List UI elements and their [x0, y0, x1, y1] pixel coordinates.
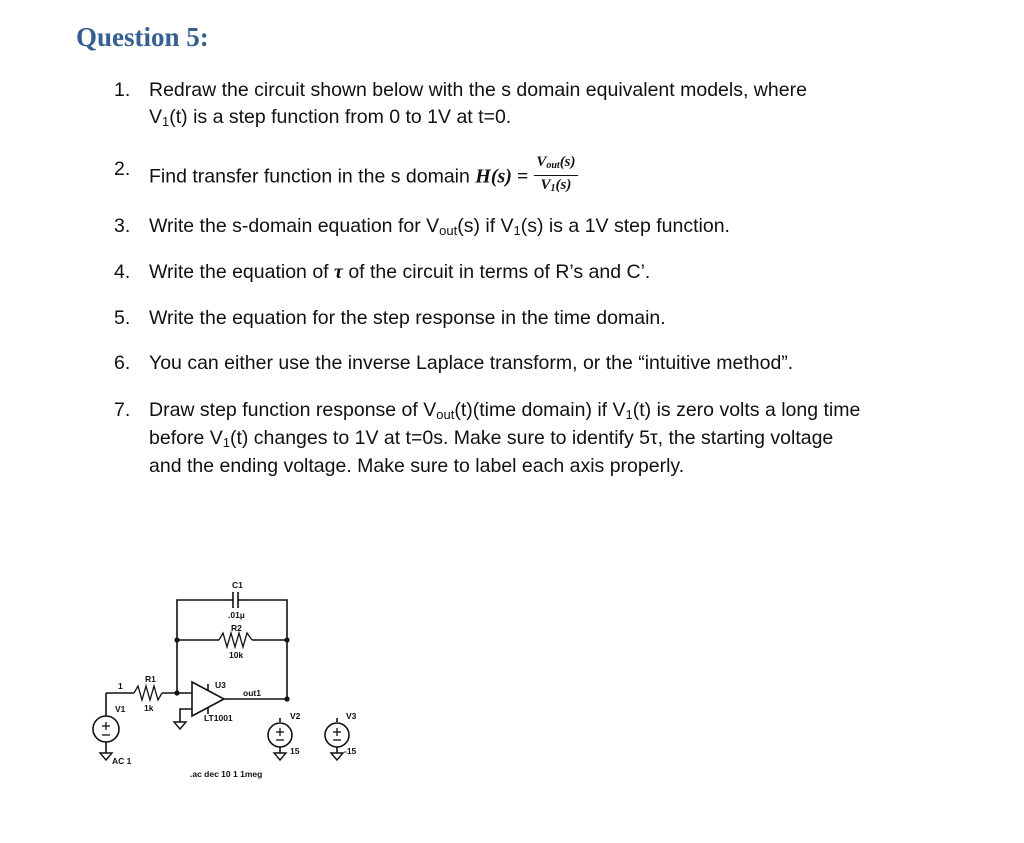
label-r1-value: 1k — [144, 703, 154, 713]
item-text: Find transfer function in the s domain H(s) = $\frac{V_{out}(s)}{V_1(s)}$ — [149, 156, 578, 199]
label-spice-directive: .ac dec 10 1 1meg — [190, 769, 263, 779]
item-text: You can either use the inverse Laplace transform, or the “intuitive method”. — [149, 352, 794, 374]
label-v2-value: 15 — [290, 746, 300, 756]
ground-icon — [174, 722, 186, 729]
transfer-function-fraction: $\frac{V_{out}(s)}{V_1(s)}$ — [536, 154, 576, 194]
item-text-line2: $V_1(t)$ is a step function from 0 to 1V at t=0. — [149, 106, 512, 129]
item-number: 5. — [114, 307, 131, 329]
transfer-function-symbol: H(s) = — [475, 165, 529, 188]
label-v1: V1 — [115, 704, 126, 714]
label-node-1: 1 — [118, 681, 123, 691]
label-out: out1 — [243, 688, 261, 698]
item-number: 1. — [114, 79, 131, 101]
r2-resistor — [219, 633, 252, 647]
r1-resistor — [134, 686, 162, 700]
item-text-line2: before $V_1(t)$ changes to 1V at t=0s. Make sure to identify 5τ, the starting voltage — [149, 427, 834, 450]
item-number: 3. — [114, 215, 131, 237]
label-v2: V2 — [290, 711, 301, 721]
item-number: 4. — [114, 261, 131, 283]
question-heading: Question 5: — [76, 22, 209, 52]
noninverting-wire — [180, 709, 192, 722]
label-c1-value: .01µ — [228, 610, 245, 620]
circuit-schematic — [90, 570, 390, 790]
item-text-line1: Draw step function response of $V_{out}(t)(time$ domain) if $V_1(t)$ is zero volts a long time — [149, 399, 861, 422]
ground-icon — [274, 753, 286, 760]
label-r1: R1 — [145, 674, 156, 684]
item-number: 2. — [114, 158, 131, 180]
label-r2: R2 — [231, 623, 242, 633]
label-c1: C1 — [232, 580, 243, 590]
label-v1-value: AC 1 — [112, 756, 132, 766]
label-r2-value: 10k — [229, 650, 244, 660]
item-text-line3: and the ending voltage. Make sure to label each axis properly. — [149, 455, 685, 477]
item-text: Write the equation for the step response in the time domain. — [149, 307, 666, 329]
junction-dot — [284, 637, 289, 642]
junction-dot — [284, 696, 289, 701]
ground-icon — [100, 753, 112, 760]
item-number: 6. — [114, 352, 131, 374]
item-number: 7. — [114, 399, 131, 421]
feedback-wire-right — [243, 600, 287, 692]
item-text-line1: Redraw the circuit shown below with the s domain equivalent models, where — [149, 79, 807, 101]
label-opamp-model: LT1001 — [204, 713, 233, 723]
tau-symbol: τ — [334, 261, 343, 283]
junction-dot — [174, 690, 179, 695]
label-u3: U3 — [215, 680, 226, 690]
junction-dot — [174, 637, 179, 642]
label-v3-value: -15 — [344, 746, 357, 756]
item-text: Write the equation of τ of the circuit in terms of R’s and C’. — [149, 261, 651, 283]
ground-icon — [331, 753, 343, 760]
label-v3: V3 — [346, 711, 357, 721]
item-text: Write the s-domain equation for $V_{out}(s)$ if $V_1(s)$ is a 1V step function. — [149, 215, 730, 238]
